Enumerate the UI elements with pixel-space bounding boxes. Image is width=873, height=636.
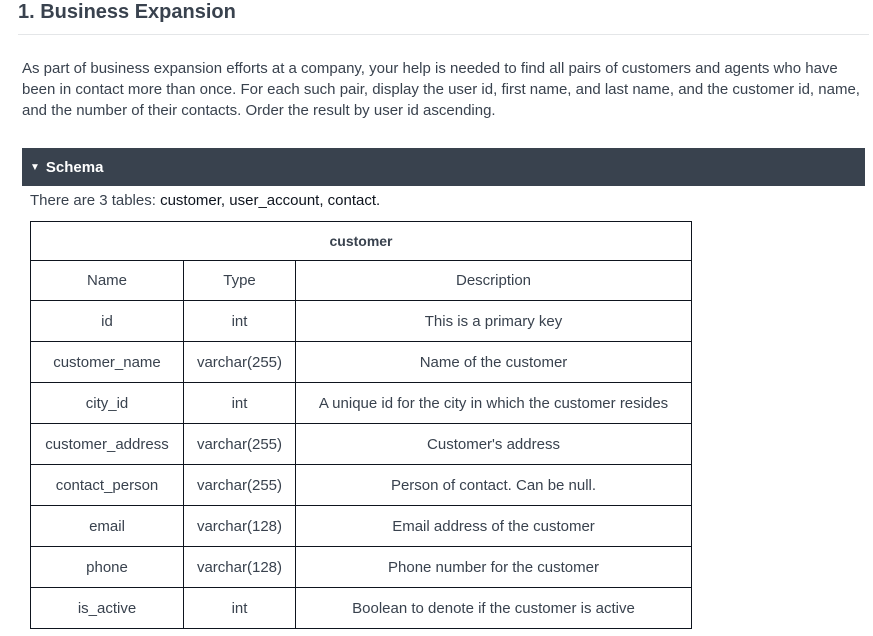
cell-name: city_id	[31, 383, 184, 424]
cell-description: Person of contact. Can be null.	[296, 465, 692, 506]
table-row	[31, 301, 692, 342]
cell-description: Customer's address	[296, 424, 692, 465]
column-header-type: Type	[184, 261, 296, 301]
cell-type: varchar(128)	[184, 547, 296, 588]
tables-prefix: There are 3 tables:	[30, 192, 161, 209]
cell-name: phone	[31, 547, 184, 588]
table-row	[31, 383, 692, 424]
cell-type: varchar(128)	[184, 506, 296, 547]
cell-description: Phone number for the customer	[296, 547, 692, 588]
column-header-description: Description	[296, 261, 692, 301]
schema-toggle[interactable]	[22, 148, 865, 186]
tables-list: customer, user_account, contact.	[160, 192, 381, 209]
table-row	[31, 424, 692, 465]
table-row	[31, 588, 692, 629]
cell-description: A unique id for the city in which the customer resides	[296, 383, 692, 424]
table-caption: customer	[31, 222, 692, 261]
cell-name: customer_name	[31, 342, 184, 383]
customer-schema-table	[30, 221, 692, 629]
tables-summary	[30, 191, 380, 211]
cell-type: varchar(255)	[184, 465, 296, 506]
cell-type: int	[184, 588, 296, 629]
table-row	[31, 342, 692, 383]
cell-name: id	[31, 301, 184, 342]
cell-name: contact_person	[31, 465, 184, 506]
cell-name: is_active	[31, 588, 184, 629]
cell-type: varchar(255)	[184, 342, 296, 383]
cell-type: int	[184, 301, 296, 342]
cell-type: int	[184, 383, 296, 424]
triangle-down-icon: ▼	[30, 161, 40, 173]
schema-toggle-label: Schema	[45, 158, 104, 176]
cell-description: This is a primary key	[296, 301, 692, 342]
table-row	[31, 547, 692, 588]
problem-description: As part of business expansion efforts at a company, your help is needed to find all pairs of customers and agents who have been in contact more than once. For each such pair, display the user id, first name, and last name, and the customer id, name, and the number of their contacts. Order the result by user id ascending.	[22, 60, 860, 119]
cell-type: varchar(255)	[184, 424, 296, 465]
cell-description: Name of the customer	[296, 342, 692, 383]
table-row	[31, 465, 692, 506]
table-row	[31, 506, 692, 547]
cell-name: email	[31, 506, 184, 547]
title-divider	[18, 34, 869, 35]
column-header-name: Name	[31, 261, 184, 301]
cell-description: Email address of the customer	[296, 506, 692, 547]
cell-name: customer_address	[31, 424, 184, 465]
cell-description: Boolean to denote if the customer is active	[296, 588, 692, 629]
page-title: 1. Business Expansion	[18, 1, 236, 23]
